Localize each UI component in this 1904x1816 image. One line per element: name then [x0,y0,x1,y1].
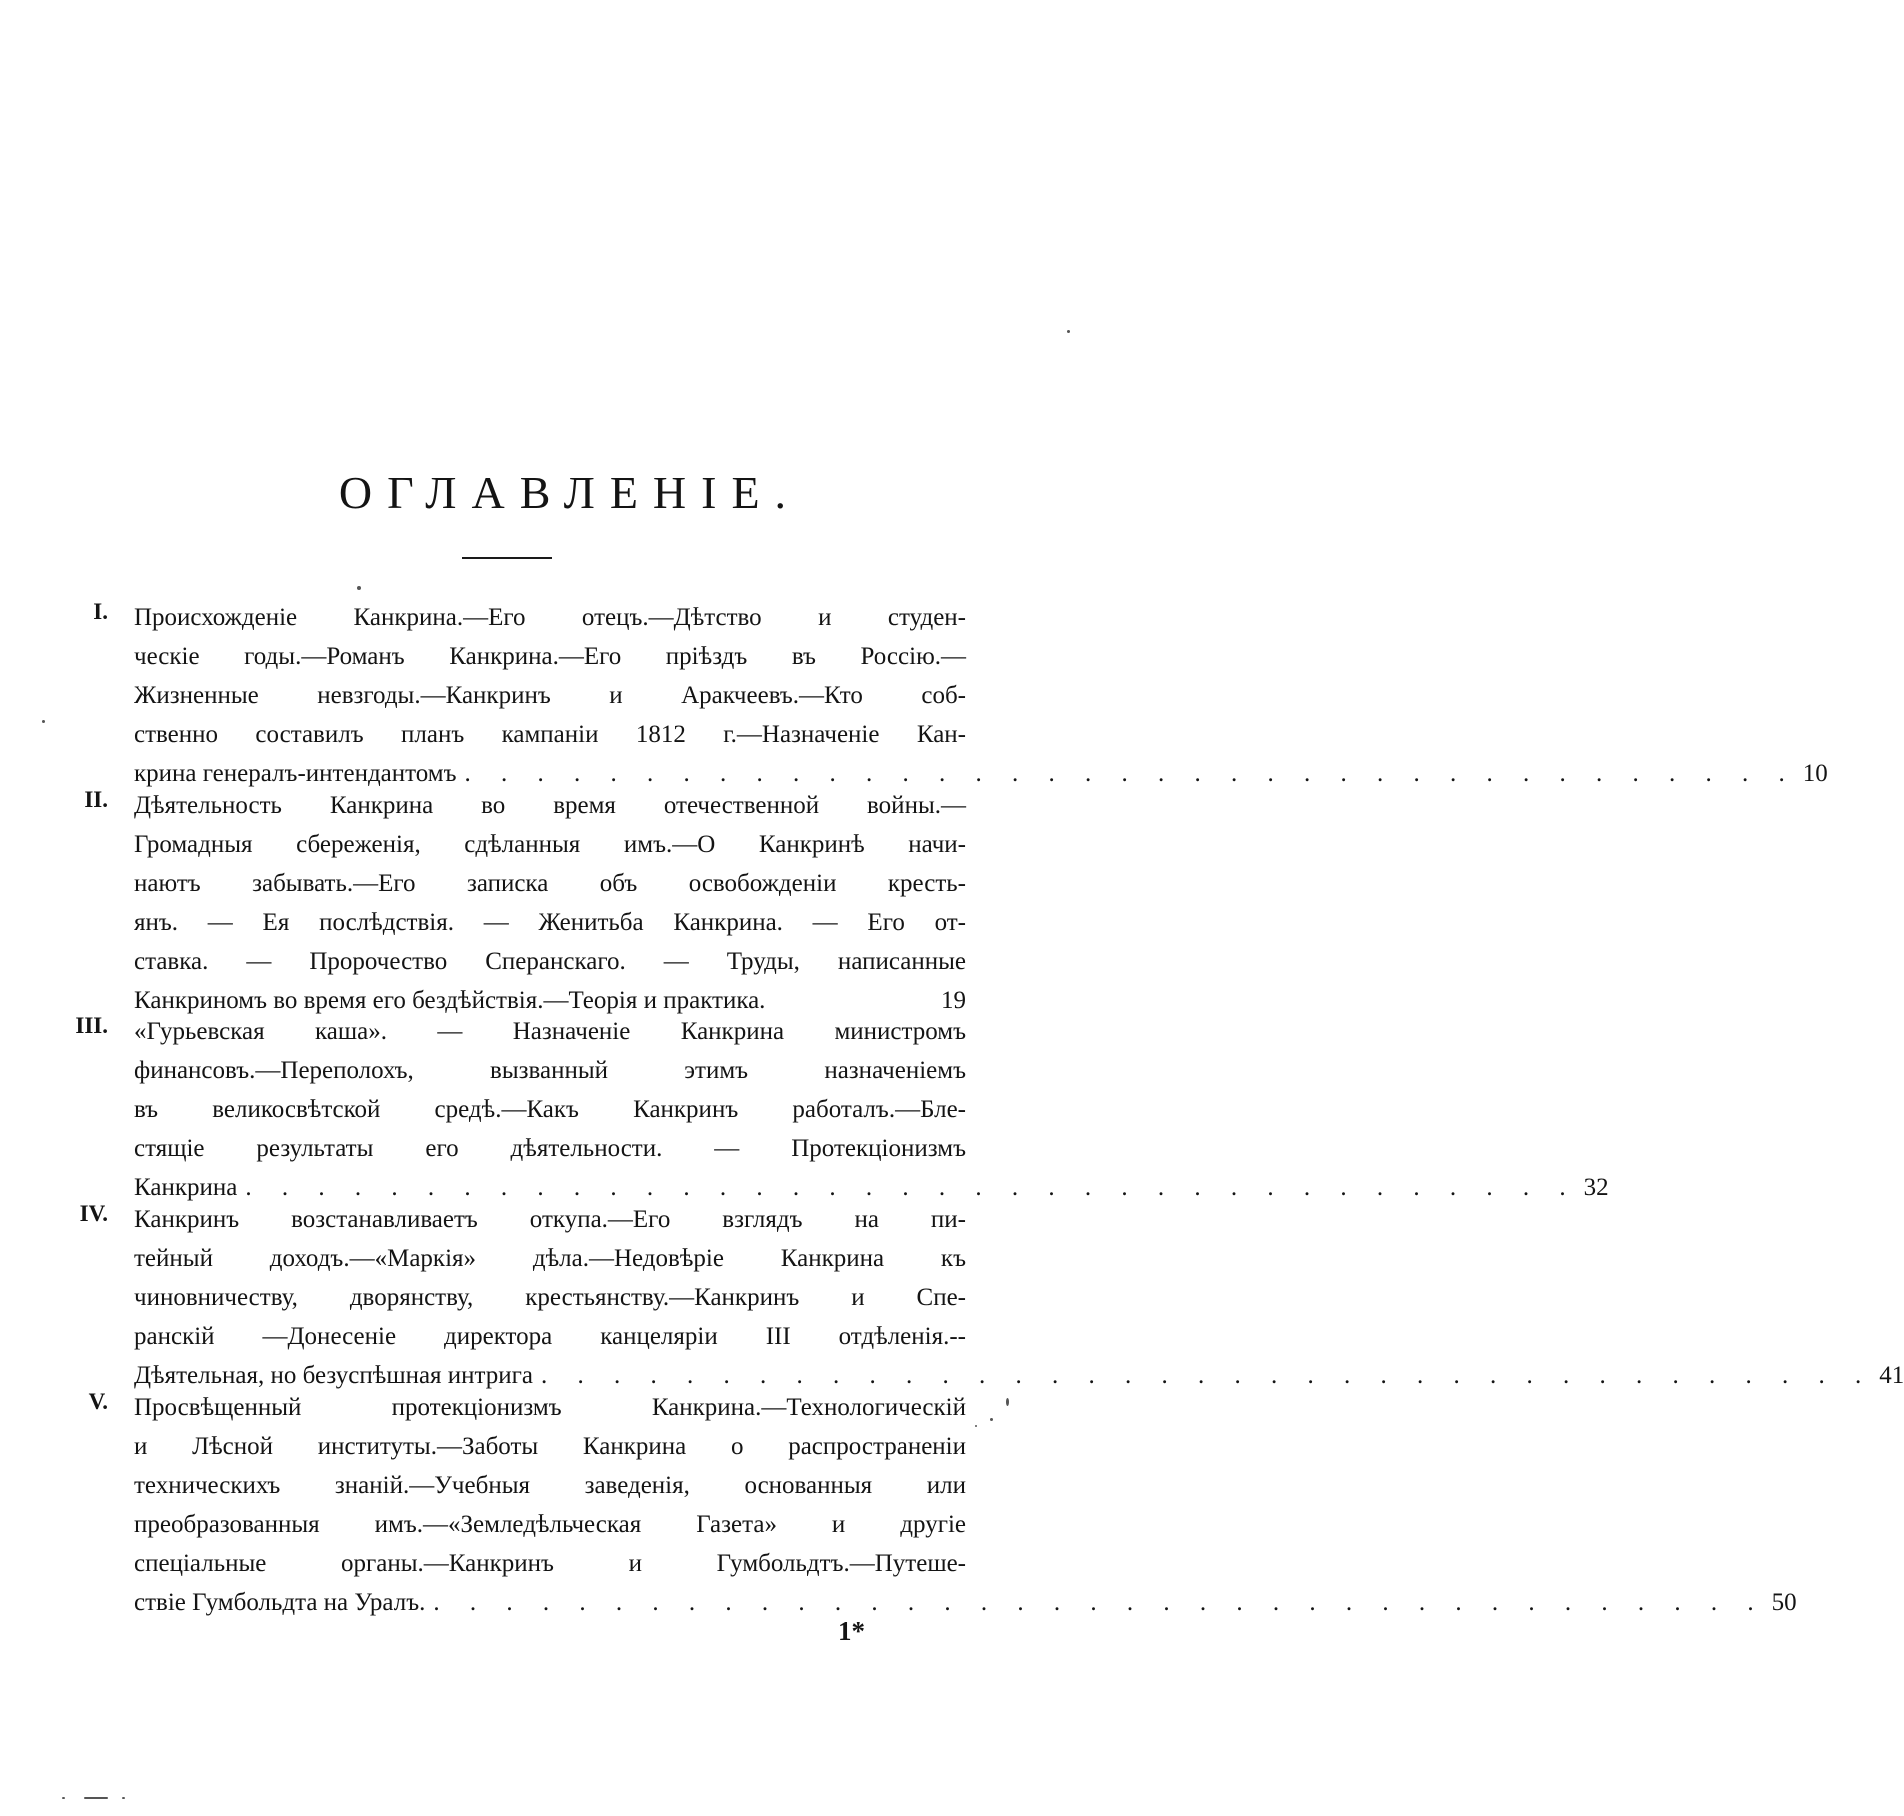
entry-line: спеціальные органы.—Канкринъ и Гумбольдтъ.—Путеше- [134,1550,966,1577]
entry-text [134,1012,1609,1207]
entry-line: Канкриномъ во время его бездѣйствія.—Теорія и практика. [134,987,766,1014]
chapter-numeral: IV. [79,1201,108,1226]
entry-line: кринa генералъ-интендантомъ [134,760,457,787]
chapter-numeral: II. [84,787,108,812]
page-title: ОГЛАВЛЕНІЕ. [338,467,802,518]
scan-speck [975,1425,977,1427]
entry-text [134,598,1828,793]
page-number: 50 [1771,1589,1797,1616]
entry-line: ствіе Гумбольдта на Уралъ. [134,1589,426,1616]
dot-leader: . . . . . . . . . . . . . . . . . . . . . . . . . . . . . . . . . . . . . [433,1589,1766,1616]
entry-line: янъ. — Ея послѣдствія. — Женитьба Канкрина. — Его от- [134,909,966,936]
page-number: 19 [941,987,966,1014]
entry-line: наютъ забывать.—Его записка объ освобожденіи кресть- [134,870,966,897]
page-number: 10 [1802,760,1828,787]
scan-speck [1067,330,1070,333]
scan-speck [62,1797,65,1799]
entry-line: «Гурьевская каша». — Назначеніе Канкрина министромъ [134,1018,966,1045]
entry-line: Канкринъ возстанавливаетъ откупа.—Его взглядъ на пи- [134,1206,966,1233]
signature-mark: 1* [838,1616,865,1646]
chapter-numeral: V. [88,1389,108,1414]
entry-text [134,786,966,1020]
entry-line: ранскій —Донесеніе директора канцеляріи III отдѣленія.-- [134,1323,966,1350]
scan-speck [1006,1398,1009,1406]
dot-leader: . . . . . . . . . . . . . . . . . . . . . . . . . . . . . . . . . . . . . [541,1362,1874,1389]
entry-line: ческіе годы.—Романъ Канкрина.—Его пріѣздъ въ Россію.— [134,643,966,670]
entry-line: въ великосвѣтской средѣ.—Какъ Канкринъ работалъ.—Бле- [134,1096,966,1123]
scan-speck [990,1418,993,1421]
scan-speck [122,1797,125,1799]
entry-line: ставка. — Пророчество Сперанскаго. — Труды, написанные [134,948,966,975]
scan-speck [42,720,45,723]
entry-line: стящіе результаты его дѣятельности. — Протекціонизмъ [134,1135,966,1162]
entry-line: чиновничеству, дворянству, крестьянству.—Канкринъ и Спе- [134,1284,966,1311]
entry-line: тейный доходъ.—«Маркія» дѣла.—Недовѣріе Канкрина къ [134,1245,966,1272]
scan-speck [84,1797,108,1799]
page-number: 32 [1583,1174,1609,1201]
entry-line: Происхожденіе Канкрина.—Его отецъ.—Дѣтство и студен- [134,604,966,631]
entry-line: финансовъ.—Переполохъ, вызванный этимъ назначеніемъ [134,1057,966,1084]
scan-speck [357,586,361,590]
entry-line: Дѣятельность Канкрина во время отечественной войны.— [134,792,966,819]
entry-line: Громадныя сбереженія, сдѣланныя имъ.—О Канкринѣ начи- [134,831,966,858]
chapter-numeral: I. [93,599,108,624]
entry-line: ственно составилъ планъ кампаніи 1812 г.—Назначеніе Кан- [134,721,966,748]
entry-line: Просвѣщенный протекціонизмъ Канкрина.—Технологическій [134,1394,966,1421]
entry-text [134,1200,1904,1395]
entry-line: Жизненные невзгоды.—Канкринъ и Аракчеевъ.—Кто соб- [134,682,966,709]
chapter-numeral: III. [75,1013,108,1038]
page-number: 41 [1879,1362,1904,1389]
entry-line: техническихъ знаній.—Учебныя заведенія, основанныя или [134,1472,966,1499]
entry-line: Канкрина [134,1174,238,1201]
entry-line: преобразованныя имъ.—«Земледѣльческая Газета» и другіе [134,1511,966,1538]
entry-line: Дѣятельная, но безуспѣшная интрига [134,1362,534,1389]
dot-leader: . . . . . . . . . . . . . . . . . . . . . . . . . . . . . . . . . . . . . [464,760,1797,787]
entry-line: и Лѣсной институты.—Заботы Канкрина о распространеніи [134,1433,966,1460]
title-rule [462,557,552,559]
dot-leader: . . . . . . . . . . . . . . . . . . . . . . . . . . . . . . . . . . . . . [245,1174,1578,1201]
entry-text [134,1388,1797,1622]
